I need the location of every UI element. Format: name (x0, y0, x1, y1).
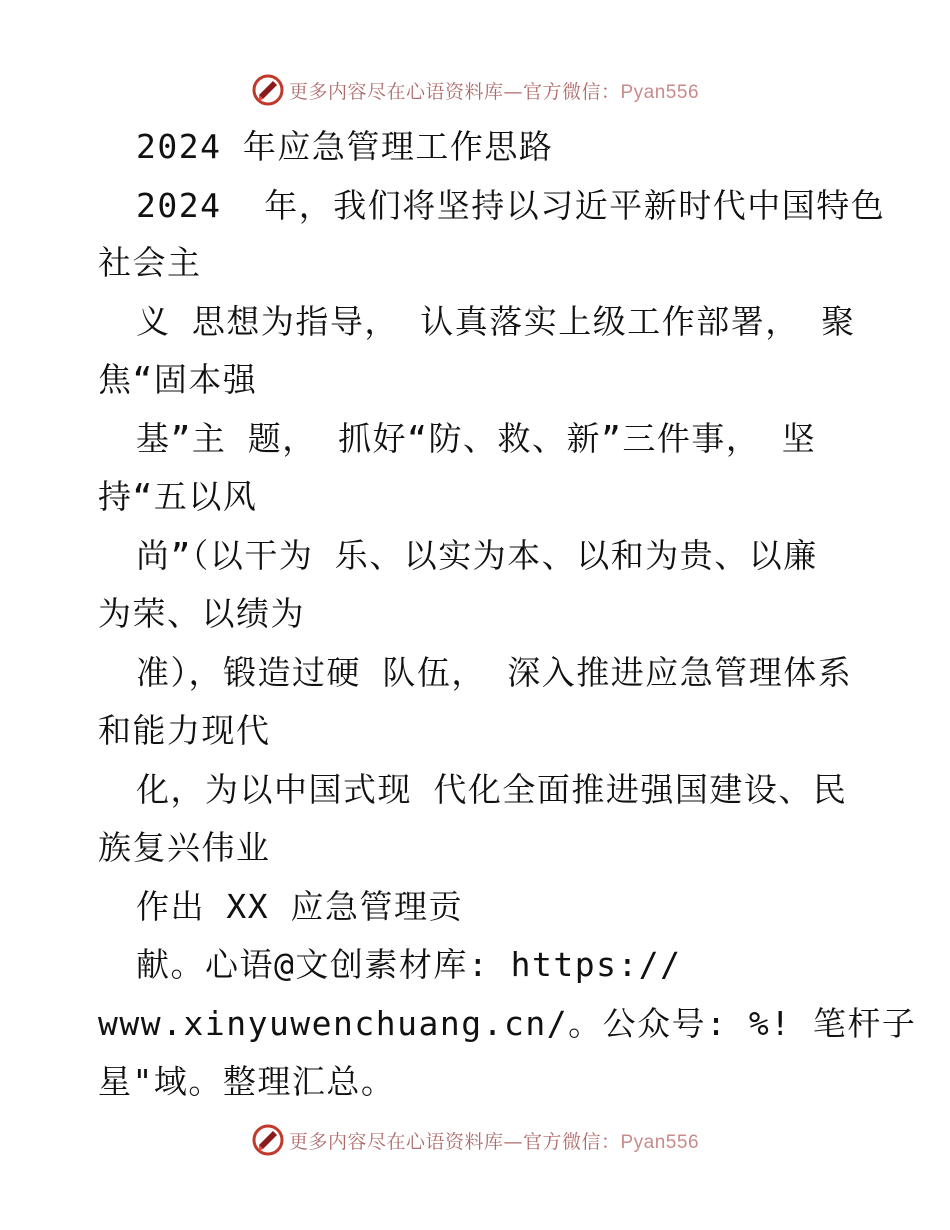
banner-handle: Pyan556 (620, 81, 700, 103)
paragraph-line: 准），锻造过硬 队伍， 深入推进应急管理体系 (136, 653, 853, 692)
paragraph-line: 作出 XX 应急管理贡 (136, 887, 463, 926)
paragraph-line: 星"域。整理汇总。 (98, 1062, 396, 1101)
paragraph-line: www.xinyuwenchuang.cn/。公众号: %! 笔杆子 (98, 1004, 917, 1043)
banner-handle: Pyan556 (620, 1131, 700, 1153)
paragraph-line: 焦“固本强 (98, 360, 258, 399)
red-seal-logo-icon (251, 1123, 285, 1157)
paragraph-line: 尚”（以干为 乐、以实为本、以和为贵、以廉 (136, 536, 818, 575)
paragraph-line: 和能力现代 (98, 711, 271, 750)
paragraph-line: 化，为以中国式现 代化全面推进强国建设、民 (136, 770, 848, 809)
paragraph-line: 基”主 题， 抓好“防、救、新”三件事， 坚 (136, 419, 817, 458)
banner-label: 更多内容尽在心语资料库—官方微信： (288, 80, 621, 103)
paragraph-line: 2024 年，我们将坚持以习近平新时代中国特色 (136, 186, 886, 225)
paragraph-line: 持“五以风 (98, 477, 258, 516)
paragraph-line: 献。心语@文创素材库: https:// (136, 945, 682, 984)
banner-label: 更多内容尽在心语资料库—官方微信： (288, 1130, 621, 1153)
banner-text (289, 1127, 699, 1154)
paragraph-line: 族复兴伟业 (98, 828, 271, 867)
document-title: 2024 年应急管理工作思路 (136, 127, 554, 166)
footer-banner (0, 1120, 950, 1160)
paragraph-line: 义 思想为指导， 认真落实上级工作部署， 聚 (136, 302, 856, 341)
paragraph-line: 社会主 (98, 243, 202, 282)
paragraph-line: 为荣、以绩为 (98, 594, 305, 633)
